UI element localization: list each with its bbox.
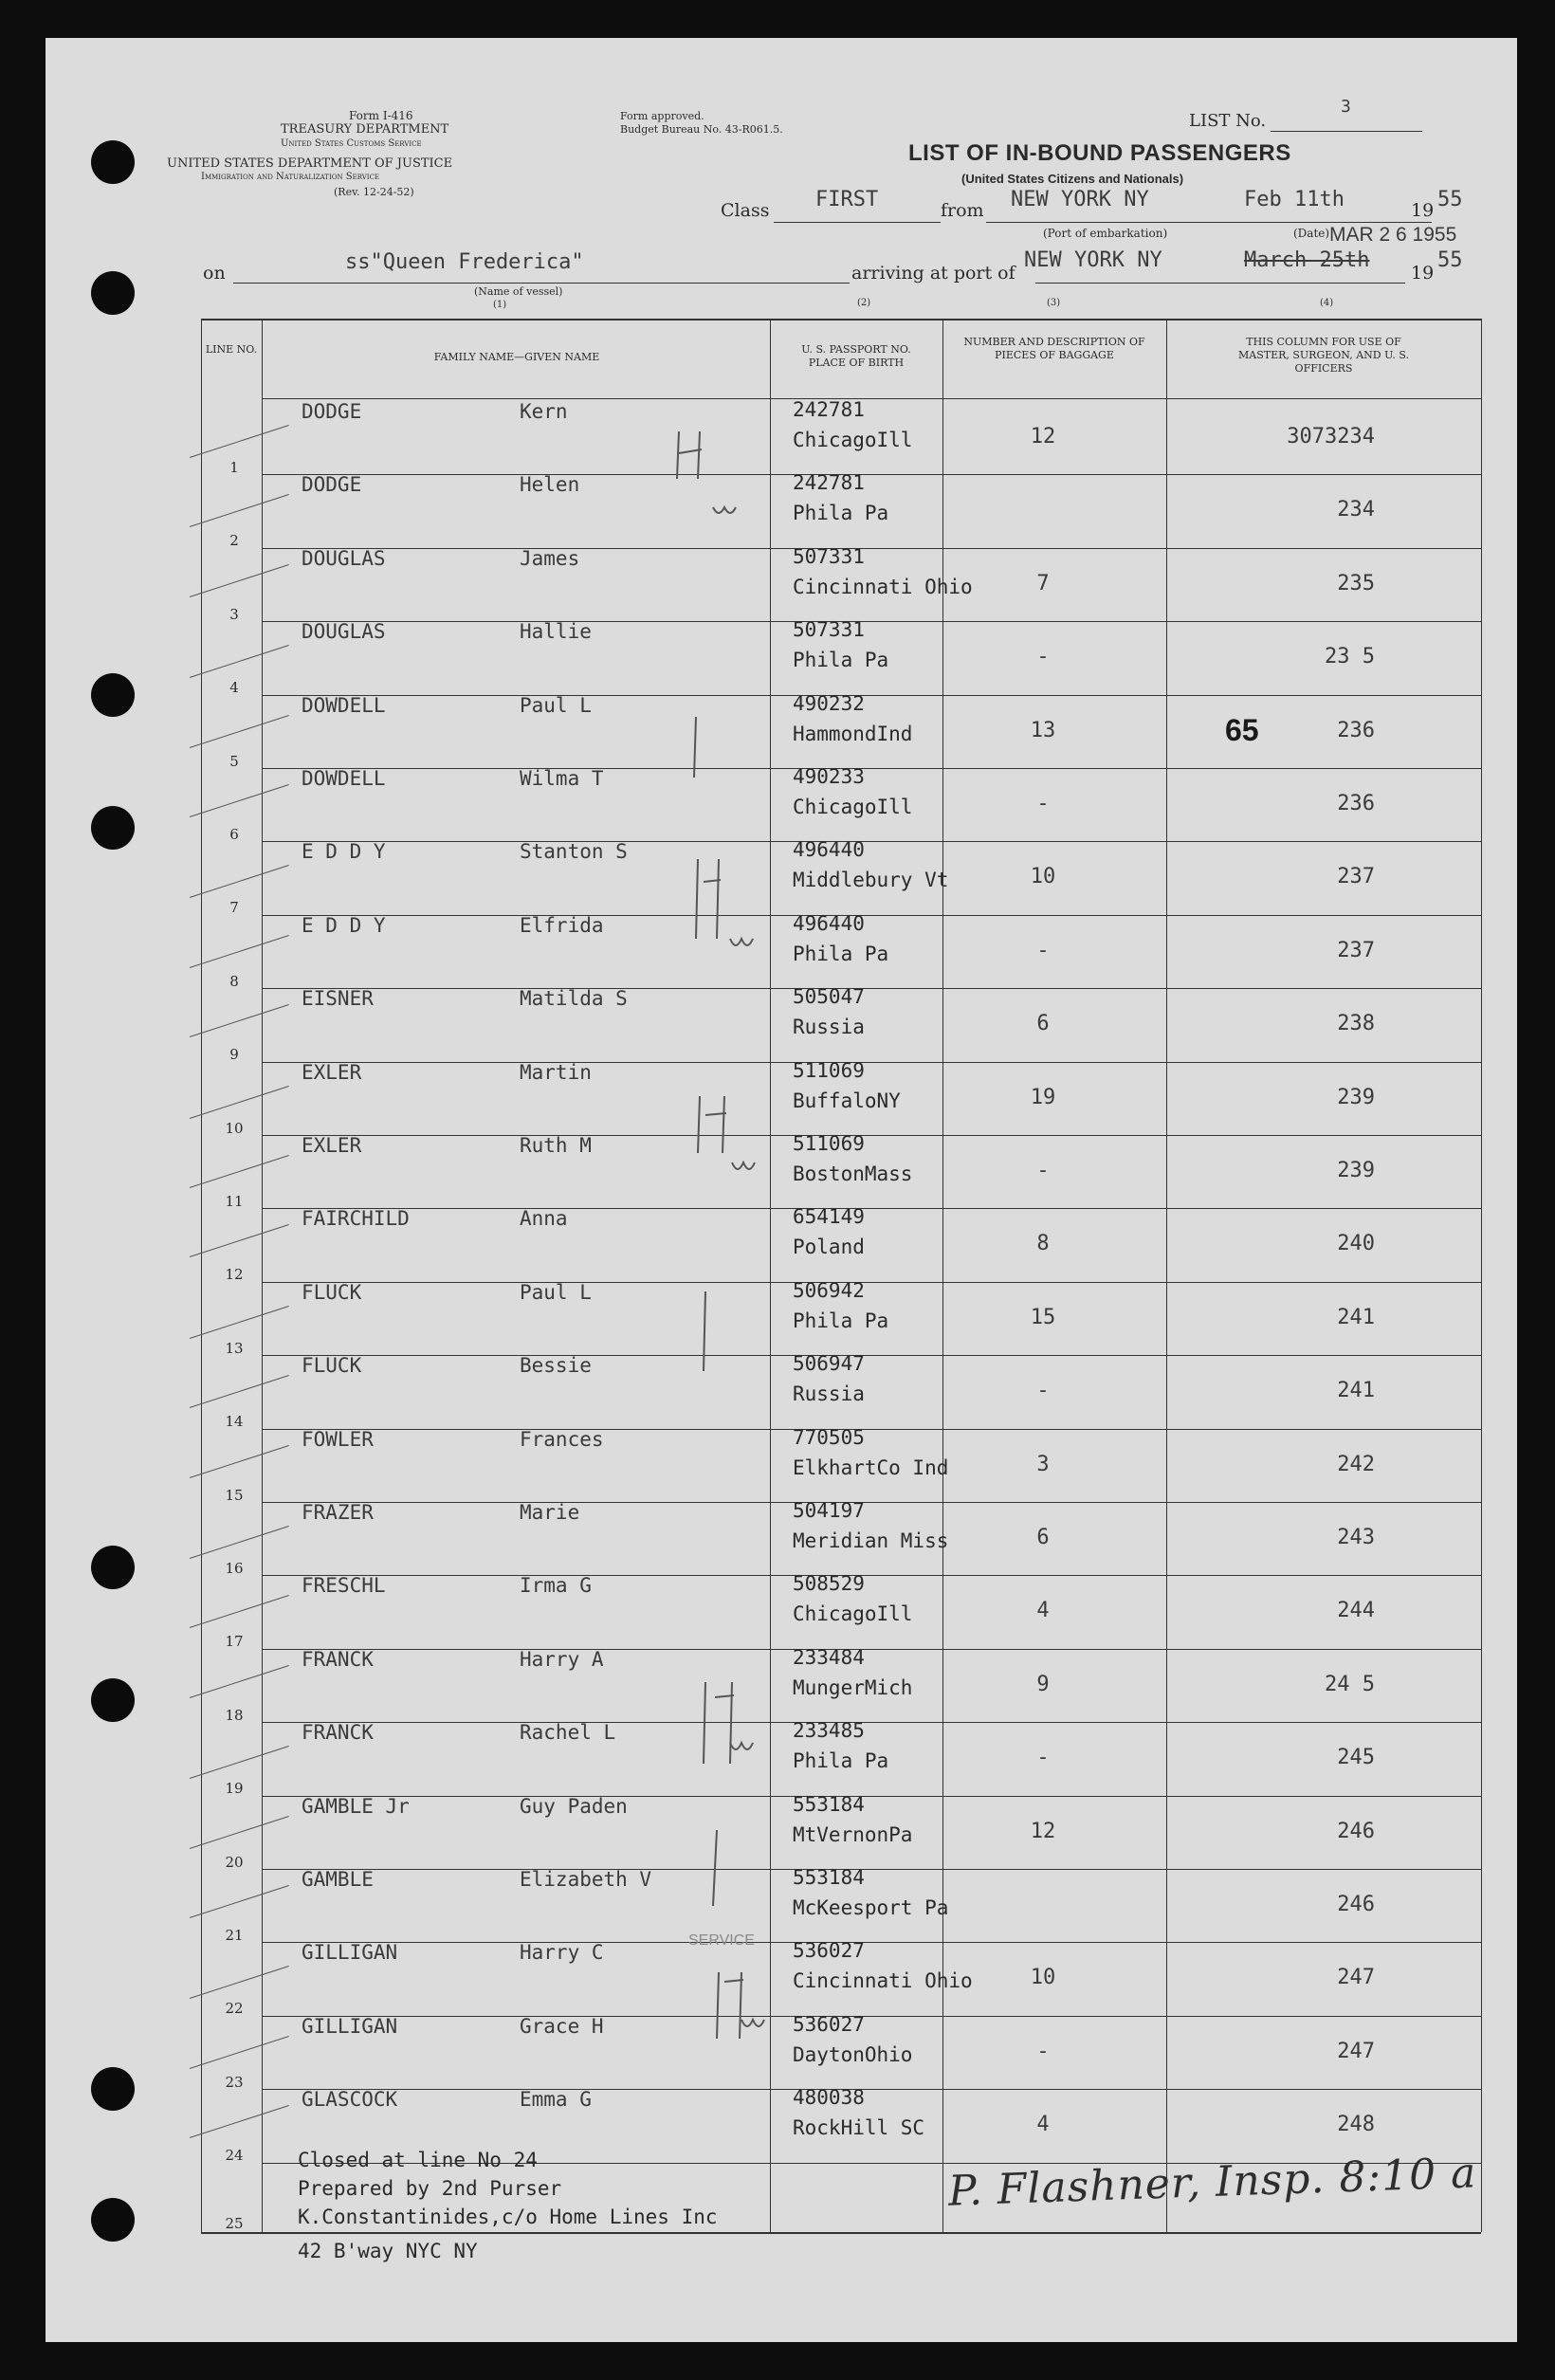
col-num-3: (3) (1047, 298, 1061, 308)
given-name: Ruth M (520, 1134, 592, 1157)
given-name: Frances (520, 1427, 604, 1451)
given-name: Harry A (520, 1647, 604, 1671)
given-name: Bessie (520, 1354, 592, 1378)
passport-number: 770505 (793, 1425, 865, 1449)
officer-number: 248 (1337, 2113, 1375, 2137)
given-name: Emma G (520, 2088, 592, 2112)
place-of-birth: McKeesport Pa (793, 1896, 949, 1919)
passport-number: 553184 (793, 1792, 865, 1816)
passport-number: 242781 (793, 398, 865, 421)
port-of-embarkation-label: (Port of embarkation) (1043, 227, 1168, 240)
passport-number: 508529 (793, 1572, 865, 1596)
given-name: Elfrida (520, 913, 604, 937)
family-name: DOWDELL (302, 767, 386, 790)
treasury-label: TREASURY DEPARTMENT (281, 122, 449, 137)
line-number: 1 (229, 459, 239, 476)
baggage-count: 15 (1030, 1305, 1056, 1329)
col-num-4: (4) (1320, 298, 1334, 308)
line-number: 13 (225, 1339, 244, 1357)
place-of-birth: ChicagoIll (793, 796, 913, 818)
passport-number: 536027 (793, 1939, 865, 1963)
passport-number: 504197 (793, 1499, 865, 1522)
officer-number: 239 (1337, 1085, 1375, 1109)
family-name: FLUCK (302, 1354, 362, 1378)
family-name: GAMBLE (302, 1868, 374, 1891)
officer-number: 237 (1337, 865, 1375, 889)
place-of-birth: ChicagoIll (793, 429, 913, 451)
passport-number: 511069 (793, 1058, 865, 1082)
customs-label: United States Customs Service (281, 138, 422, 149)
given-name: Marie (520, 1501, 580, 1524)
baggage-count: 12 (1030, 1819, 1056, 1843)
family-name: GLASCOCK (302, 2088, 398, 2112)
officer-number: 246 (1337, 1893, 1375, 1916)
passport-number: 480038 (793, 2086, 865, 2110)
family-name: GAMBLE Jr (302, 1794, 410, 1818)
col-header-passport: U. S. PASSPORT NO. PLACE OF BIRTH (801, 343, 911, 369)
line-number: 7 (229, 899, 239, 917)
line-number: 24 (225, 2147, 244, 2165)
passport-number: 490232 (793, 691, 865, 715)
baggage-count: 10 (1030, 865, 1056, 889)
line-number: 21 (225, 1927, 244, 1944)
vessel-name: ss"Queen Frederica" (345, 250, 584, 274)
family-name: FRANCK (302, 1647, 374, 1671)
class-label: Class (721, 200, 770, 221)
given-name: Harry C (520, 1941, 604, 1965)
line-number: 4 (229, 679, 239, 697)
family-name: DOUGLAS (302, 546, 386, 570)
officer-number: 247 (1337, 2039, 1375, 2063)
list-subtitle: (United States Citizens and Nationals) (961, 172, 1184, 186)
given-name: Paul L (520, 693, 592, 717)
officer-number: 239 (1337, 1159, 1375, 1182)
given-name: Kern (520, 400, 568, 423)
baggage-count: 8 (1036, 1232, 1050, 1256)
line-number: 20 (225, 1853, 244, 1871)
place-of-birth: Phila Pa (793, 502, 889, 525)
list-title: LIST OF IN-BOUND PASSENGERS (908, 140, 1291, 166)
place-of-birth: Russia (793, 1016, 865, 1039)
baggage-count: - (1036, 1159, 1050, 1182)
baggage-count: 10 (1030, 1966, 1056, 1990)
baggage-count: - (1036, 792, 1050, 815)
given-name: Irma G (520, 1574, 592, 1598)
passport-number: 506947 (793, 1352, 865, 1376)
bold-inspection-mark: 65 (1225, 713, 1259, 747)
on-label: on (203, 263, 226, 284)
officer-number: 240 (1337, 1232, 1375, 1256)
given-name: Matilda S (520, 987, 628, 1011)
given-name: Hallie (520, 620, 592, 644)
baggage-count: 13 (1030, 718, 1056, 742)
baggage-count: 19 (1030, 1085, 1056, 1109)
officer-number: 3073234 (1287, 425, 1375, 449)
family-name: DOUGLAS (302, 620, 386, 644)
family-name: GILLIGAN (302, 1941, 398, 1965)
line-number: 15 (225, 1486, 244, 1504)
justice-label: UNITED STATES DEPARTMENT OF JUSTICE (167, 156, 453, 171)
passport-number: 511069 (793, 1132, 865, 1155)
passport-number: 507331 (793, 618, 865, 642)
prepared-by: Prepared by 2nd Purser (298, 2177, 562, 2200)
list-no-value: 3 (1341, 97, 1351, 117)
officer-number: 24 5 (1325, 1672, 1375, 1696)
place-of-birth: Cincinnati Ohio (793, 1969, 973, 1993)
line-number: 12 (225, 1266, 244, 1284)
baggage-count: - (1036, 2039, 1050, 2063)
baggage-count: - (1036, 1746, 1050, 1770)
baggage-count: - (1036, 645, 1050, 669)
from-label: from (941, 200, 984, 221)
given-name: Paul L (520, 1280, 592, 1304)
col-num-2: (2) (857, 298, 871, 308)
officer-number: 235 (1337, 571, 1375, 595)
passport-number: 506942 (793, 1278, 865, 1302)
officer-number: 247 (1337, 1966, 1375, 1990)
line-number: 11 (225, 1193, 244, 1210)
officer-number: 244 (1337, 1599, 1375, 1623)
officer-number: 23 5 (1325, 645, 1375, 669)
passport-number: 536027 (793, 2012, 865, 2036)
place-of-birth: BuffaloNY (793, 1089, 901, 1112)
place-of-birth: Phila Pa (793, 1749, 889, 1773)
family-name: FRAZER (302, 1501, 374, 1524)
officer-number: 241 (1337, 1379, 1375, 1403)
baggage-count: 12 (1030, 425, 1056, 449)
passport-number: 553184 (793, 1866, 865, 1889)
place-of-birth: ChicagoIll (793, 1602, 913, 1626)
officer-number: 246 (1337, 1819, 1375, 1843)
embarkation-port: NEW YORK NY (1011, 188, 1149, 211)
line-number: 3 (229, 605, 239, 623)
closed-at-line: Closed at line No 24 (298, 2149, 538, 2171)
arrival-date: March 25th (1244, 248, 1370, 272)
passport-number: 490233 (793, 765, 865, 788)
family-name: FAIRCHILD (302, 1207, 410, 1231)
col-header-officers: THIS COLUMN FOR USE OF MASTER, SURGEON, AND U. S. OFFICERS (1237, 336, 1409, 375)
passport-number: 505047 (793, 985, 865, 1009)
baggage-count: 7 (1036, 571, 1050, 595)
passport-number: 242781 (793, 471, 865, 495)
officer-number: 242 (1337, 1452, 1375, 1476)
place-of-birth: Phila Pa (793, 649, 889, 672)
place-of-birth: Middlebury Vt (793, 869, 949, 892)
place-of-birth: ElkhartCo Ind (793, 1455, 949, 1479)
passport-number: 233485 (793, 1719, 865, 1743)
given-name: Elizabeth V (520, 1868, 652, 1891)
year-label-2: 19 (1411, 263, 1435, 284)
line-number: 9 (229, 1046, 239, 1064)
col-num-1: (1) (493, 300, 507, 310)
date-label: (Date) (1293, 227, 1330, 240)
family-name: EISNER (302, 987, 374, 1011)
col-header-baggage: NUMBER AND DESCRIPTION OF PIECES OF BAGGAGE (963, 336, 1145, 361)
line-number: 18 (225, 1706, 244, 1724)
given-name: Martin (520, 1060, 592, 1084)
passport-number: 496440 (793, 911, 865, 935)
revision-label: (Rev. 12-24-52) (334, 186, 414, 198)
family-name: GILLIGAN (302, 2014, 398, 2038)
line-number: 17 (225, 1633, 244, 1651)
purser-name: K.Constantinides,c/o Home Lines Inc (298, 2206, 718, 2228)
place-of-birth: RockHill SC (793, 2116, 925, 2140)
family-name: FRESCHL (302, 1574, 386, 1598)
family-name: FOWLER (302, 1427, 374, 1451)
place-of-birth: HammondInd (793, 722, 913, 745)
officer-number: 245 (1337, 1746, 1375, 1770)
arrival-year: 55 (1437, 248, 1463, 272)
place-of-birth: Poland (793, 1236, 865, 1259)
col-header-line-no: LINE NO. (205, 343, 258, 356)
family-name: DODGE (302, 400, 362, 423)
col-header-name: FAMILY NAME—GIVEN NAME (433, 351, 600, 363)
officer-number: 241 (1337, 1305, 1375, 1329)
given-name: James (520, 546, 580, 570)
given-name: Stanton S (520, 840, 628, 864)
place-of-birth: Cincinnati Ohio (793, 575, 973, 598)
vessel-name-label: (Name of vessel) (474, 285, 563, 298)
officer-number: 243 (1337, 1526, 1375, 1549)
baggage-count: - (1036, 1379, 1050, 1403)
arriving-label: arriving at port of (851, 263, 1015, 284)
line-number: 22 (225, 2000, 244, 2018)
place-of-birth: DaytonOhio (793, 2042, 913, 2066)
officer-number: 236 (1337, 718, 1375, 742)
place-of-birth: Russia (793, 1382, 865, 1406)
family-name: FLUCK (302, 1280, 362, 1304)
passport-number: 233484 (793, 1645, 865, 1669)
baggage-count: 4 (1036, 1599, 1050, 1623)
given-name: Anna (520, 1207, 568, 1231)
year-label: 19 (1411, 200, 1435, 221)
purser-address: 42 B'way NYC NY (298, 2240, 478, 2262)
line-number: 14 (225, 1413, 244, 1431)
embarkation-date: Feb 11th (1244, 188, 1345, 211)
passport-number: 507331 (793, 544, 865, 568)
budget-label: Budget Bureau No. 43-R061.5. (620, 123, 783, 136)
officer-number: 236 (1337, 792, 1375, 815)
line-number: 5 (229, 752, 239, 770)
line-number: 2 (229, 532, 239, 550)
ins-label: Immigration and Naturalization Service (201, 172, 380, 182)
line-number: 16 (225, 1560, 244, 1577)
line-number: 23 (225, 2073, 244, 2091)
baggage-count: 6 (1036, 1526, 1050, 1549)
family-name: DOWDELL (302, 693, 386, 717)
passport-number: 654149 (793, 1205, 865, 1229)
given-name: Grace H (520, 2014, 604, 2038)
line-number: 10 (225, 1119, 244, 1137)
arrival-stamp: MAR 2 6 1955 (1329, 224, 1457, 246)
place-of-birth: Phila Pa (793, 942, 889, 965)
embarkation-year: 55 (1437, 188, 1463, 211)
line-number: 19 (225, 1780, 244, 1798)
service-stamp: SERVICE (688, 1932, 755, 1949)
given-name: Wilma T (520, 767, 604, 790)
family-name: EXLER (302, 1134, 362, 1157)
family-name: E D D Y (302, 840, 386, 864)
baggage-count: 4 (1036, 2113, 1050, 2137)
list-no-label: LIST No. (1189, 111, 1267, 131)
officer-number: 237 (1337, 938, 1375, 962)
place-of-birth: MtVernonPa (793, 1822, 913, 1846)
place-of-birth: BostonMass (793, 1163, 913, 1185)
baggage-count: 9 (1036, 1672, 1050, 1696)
class-value: FIRST (815, 188, 879, 211)
officer-number: 234 (1337, 498, 1375, 522)
baggage-count: - (1036, 938, 1050, 962)
family-name: EXLER (302, 1060, 362, 1084)
baggage-count: 6 (1036, 1012, 1050, 1036)
place-of-birth: MungerMich (793, 1675, 913, 1699)
passport-number: 496440 (793, 838, 865, 862)
officer-number: 238 (1337, 1012, 1375, 1036)
family-name: DODGE (302, 473, 362, 497)
given-name: Helen (520, 473, 580, 497)
inspector-signature: P. Flashner, Insp. 8:10 a (947, 2149, 1478, 2216)
baggage-count: 3 (1036, 1452, 1050, 1476)
line-number: 8 (229, 972, 239, 990)
family-name: FRANCK (302, 1721, 374, 1745)
line-number: 6 (229, 826, 239, 843)
approved-label: Form approved. (620, 110, 704, 122)
arrival-port: NEW YORK NY (1024, 248, 1162, 272)
given-name: Rachel L (520, 1721, 616, 1745)
form-number: Form I-416 (349, 109, 413, 122)
place-of-birth: Phila Pa (793, 1309, 889, 1332)
line-number-25: 25 (225, 2215, 244, 2232)
place-of-birth: Meridian Miss (793, 1529, 949, 1552)
given-name: Guy Paden (520, 1794, 628, 1818)
family-name: E D D Y (302, 913, 386, 937)
